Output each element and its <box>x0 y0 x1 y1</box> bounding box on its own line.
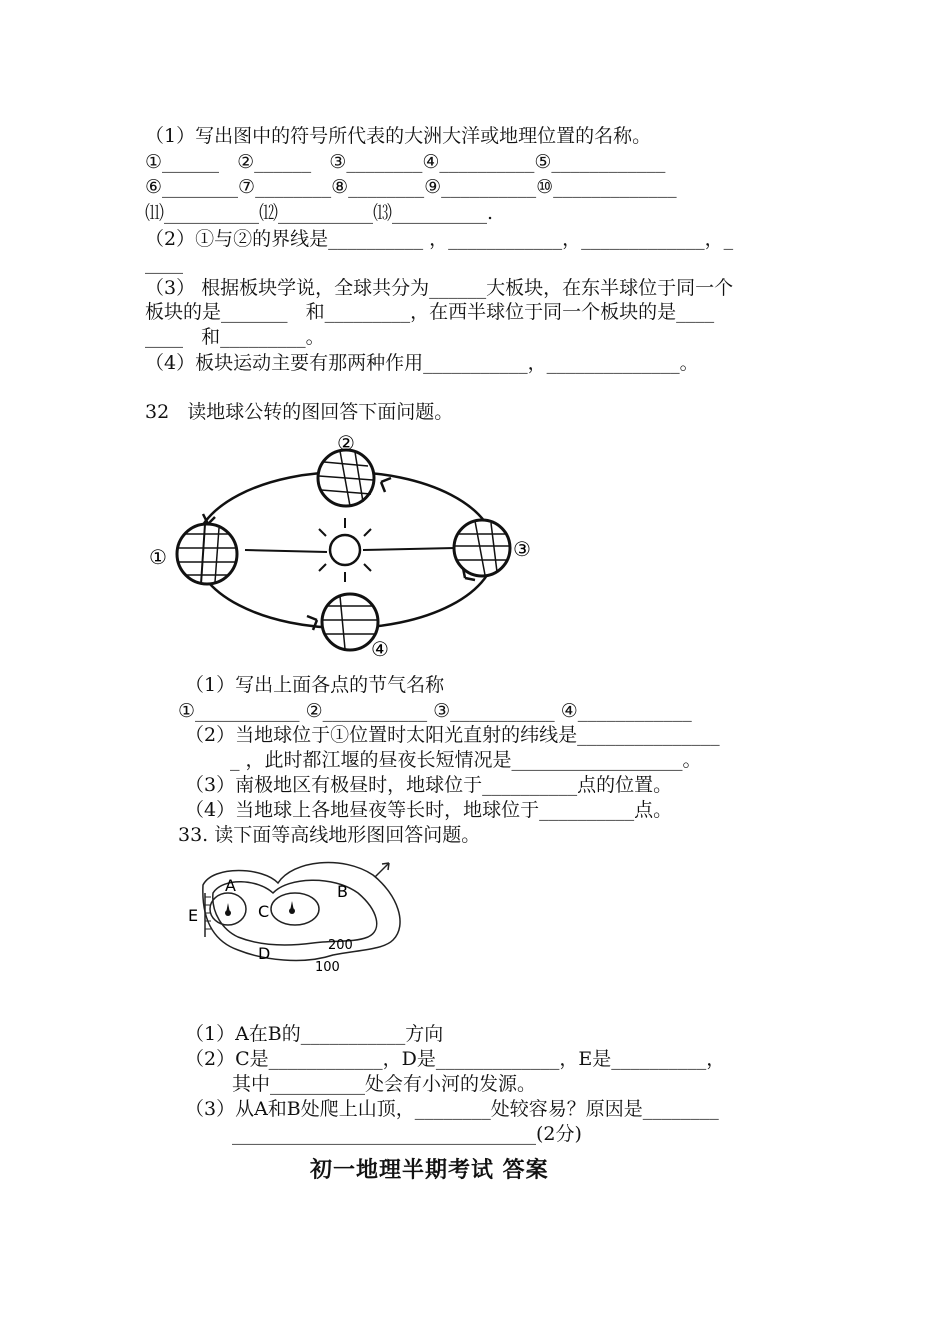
q31-part2-line1: （2）①与②的界线是__________ ，____________，_____________，_ <box>145 228 734 250</box>
earth-position-3-icon <box>454 520 510 576</box>
q32-part3: （3）南极地区有极昼时，地球位于__________点的位置。 <box>185 774 673 796</box>
q31-part2-line2: ____ <box>145 252 183 274</box>
q31-part3-line2: 板块的是_______ 和_________，在西半球位于同一个板块的是____ <box>145 301 715 323</box>
q33-part2-line1: （2）C是____________，D是_____________，E是__________， <box>185 1048 726 1070</box>
contour-label-200: 200 <box>328 938 353 953</box>
orbit-label-1: ① <box>149 545 167 569</box>
q32-part2-line1: （2）当地球位于①位置时太阳光直射的纬线是_______________ <box>185 724 720 746</box>
map-label-e: E <box>188 906 199 925</box>
orbit-label-4: ④ <box>371 637 389 661</box>
q31-row3: ⑾__________⑿__________⒀__________. <box>145 202 494 224</box>
q31-part3-line3: ____ 和_________。 <box>145 326 325 348</box>
orbit-label-2: ② <box>337 431 355 455</box>
earth-position-4-icon <box>322 594 378 650</box>
orbit-label-3: ③ <box>513 537 531 561</box>
q31-row2: ⑥________⑦________⑧________⑨__________⑩_____________ <box>145 176 677 198</box>
north-arrow-icon <box>375 863 389 877</box>
q33-heading: 33. 读下面等高线地形图回答问题。 <box>178 824 481 846</box>
contour-map <box>183 855 408 980</box>
q33-part3-line2: ________________________________(2分) <box>232 1123 582 1145</box>
map-label-c: C <box>258 902 270 921</box>
map-label-d: D <box>258 944 271 963</box>
q31-part1: （1）写出图中的符号所代表的大洲大洋或地理位置的名称。 <box>145 125 652 147</box>
contour-label-100: 100 <box>315 960 340 975</box>
q31-part4: （4）板块运动主要有那两种作用___________，______________。 <box>145 352 699 374</box>
answer-title: 初一地理半期考试 答案 <box>310 1157 549 1183</box>
q32-part2-line2: _ ，此时都江堰的昼夜长短情况是__________________。 <box>230 749 702 771</box>
earth-position-1-icon <box>177 524 237 584</box>
earth-position-2-icon <box>318 450 374 506</box>
q33-part2-line2: 其中__________处会有小河的发源。 <box>232 1073 537 1095</box>
q32-part1-blanks: ①___________ ②___________ ③___________ ④____________ <box>178 700 692 722</box>
q31-row1: ①______ ②______ ③________④__________⑤____________ <box>145 151 666 173</box>
q31-part3-line1: （3） 根据板块学说，全球共分为______大板块，在东半球位于同一个 <box>145 277 734 299</box>
q33-part1: （1）A在B的___________方向 <box>185 1023 444 1045</box>
q32-heading: 32 读地球公转的图回答下面问题。 <box>145 401 454 423</box>
q33-part3-line1: （3）从A和B处爬上山顶，________处较容易？原因是________ <box>185 1098 719 1120</box>
earth-orbit-diagram <box>145 430 545 665</box>
q32-part1: （1）写出上面各点的节气名称 <box>185 674 445 696</box>
q32-part4: （4）当地球上各地昼夜等长时，地球位于__________点。 <box>185 799 673 821</box>
map-label-a: A <box>225 876 236 895</box>
map-label-b: B <box>337 882 348 901</box>
